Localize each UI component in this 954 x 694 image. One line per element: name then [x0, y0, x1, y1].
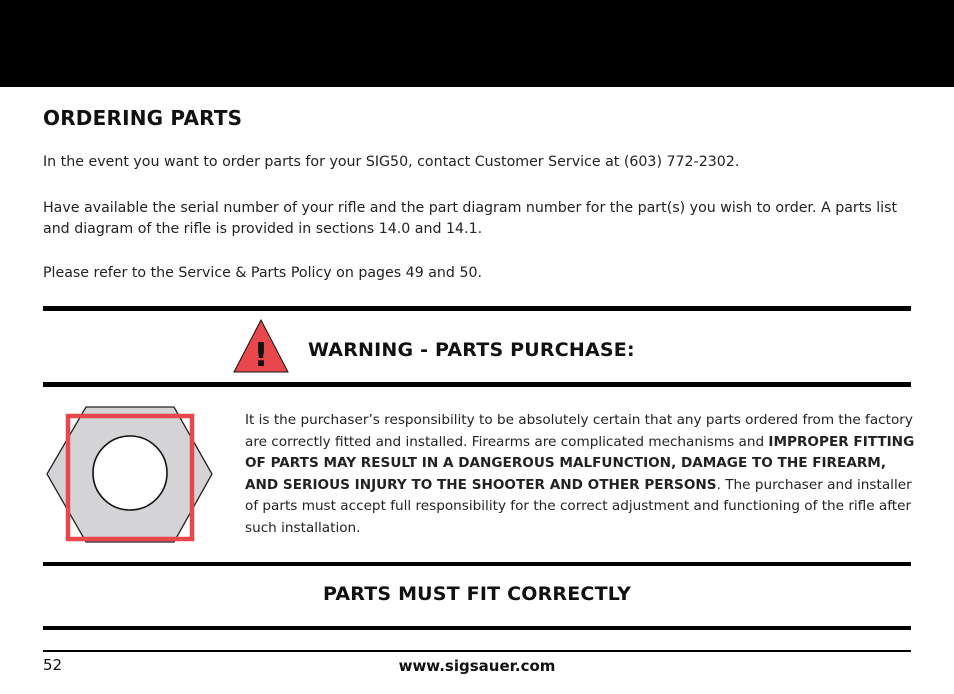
fit-title: PARTS MUST FIT CORRECTLY — [322, 583, 632, 605]
section-title: ORDERING PARTS — [43, 106, 243, 130]
divider-rule — [43, 562, 911, 566]
divider-rule — [43, 382, 911, 387]
paragraph-customer-service: In the event you want to order parts for your SIG50, contact Customer Service at (603) 772-2302. — [43, 154, 740, 170]
top-black-band — [0, 0, 954, 87]
page-number: 52 — [43, 656, 63, 674]
website-link[interactable]: www.sigsauer.com — [398, 657, 556, 675]
warning-title: WARNING - PARTS PURCHASE: — [308, 339, 635, 361]
hex-nut-misfit-icon — [44, 402, 216, 548]
warning-triangle-icon — [232, 318, 290, 374]
footer-rule — [43, 650, 911, 652]
warning-body-intro: It is the purchaser’s responsibility to be absolutely certain that any parts ordered from the factory are correctly fitted and installed. Firearms are complicated mechanisms and — [245, 412, 913, 450]
warning-body-outro: . The purchaser and installer of parts must accept full responsibility for the correct adjustment and functioning of the rifle after such installation. — [245, 476, 912, 536]
paragraph-service-policy: Please refer to the Service & Parts Policy on pages 49 and 50. — [43, 265, 483, 281]
warning-body-emphasis: IMPROPER FITTING OF PARTS MAY RESULT IN A DANGEROUS MALFUNCTION, DAMAGE TO THE FIREARM, AND SERIOUS INJURY TO THE SHOOTER AND OTHER PERSONS — [245, 433, 915, 493]
warning-body — [245, 410, 915, 539]
warning-glyph: ! — [253, 335, 269, 374]
divider-rule — [43, 626, 911, 630]
paragraph-serial-number: Have available the serial number of your rifle and the part diagram number for the part(s) you wish to order. A parts list and diagram of the rifle is provided in sections 14.0 and 14.1. — [43, 200, 898, 237]
divider-rule — [43, 306, 911, 311]
